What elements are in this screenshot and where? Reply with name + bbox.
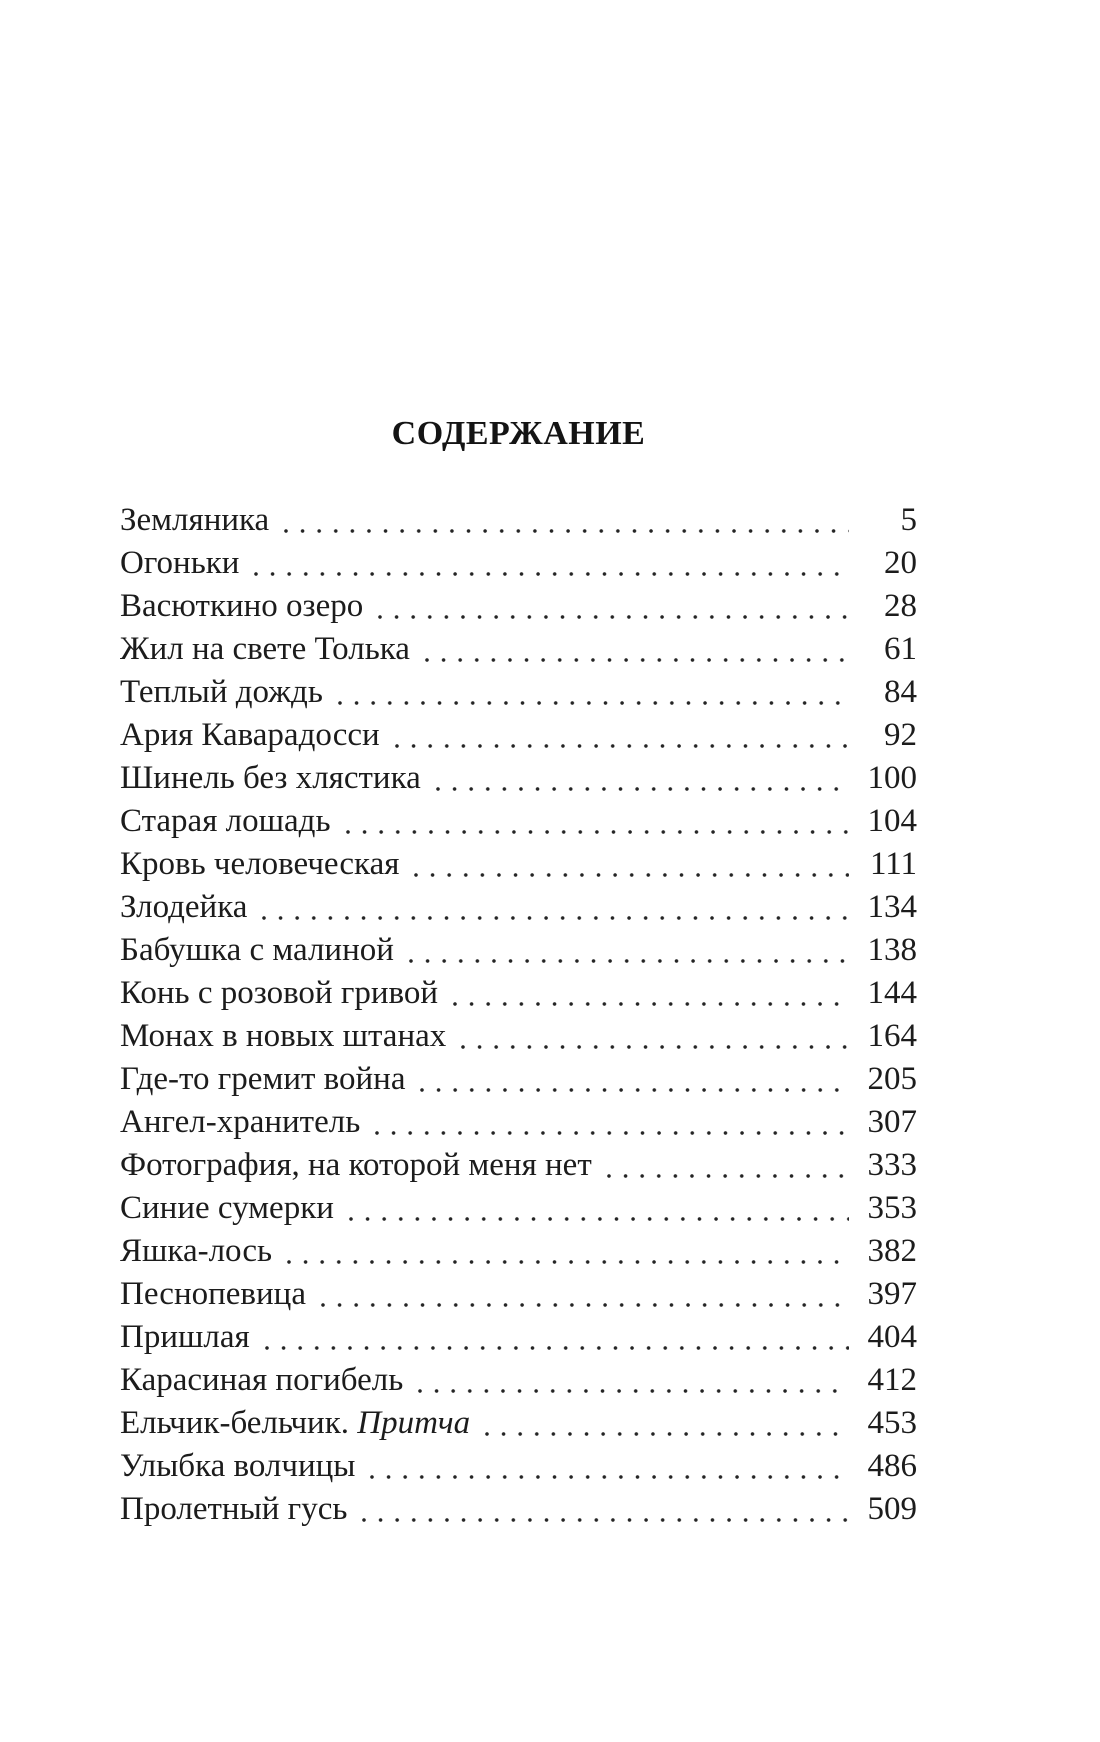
dot-leader <box>483 1402 849 1445</box>
dot-leader <box>451 972 849 1015</box>
toc-entry-page: 382 <box>867 1233 917 1269</box>
toc-entry-page: 486 <box>867 1448 917 1484</box>
toc-entry-title: Монах в новых штанах <box>120 1018 447 1054</box>
toc-entry-title: Васюткино озеро <box>120 588 364 624</box>
dot-leader <box>459 1015 849 1058</box>
toc-entry-page: 353 <box>867 1190 917 1226</box>
toc-entry-title: Бабушка с малиной <box>120 932 394 968</box>
dot-leader <box>434 757 849 800</box>
toc-entry <box>120 1273 917 1316</box>
toc-entry <box>120 886 917 929</box>
toc-entry-page: 205 <box>867 1061 917 1097</box>
toc-entry-page: 397 <box>867 1276 917 1312</box>
toc-entry <box>120 1144 917 1187</box>
page-title: СОДЕРЖАНИЕ <box>391 415 646 452</box>
dot-leader <box>260 886 849 929</box>
toc-entry <box>120 800 917 843</box>
toc-entry-title: Пролетный гусь <box>120 1491 348 1527</box>
toc-list <box>120 499 917 1531</box>
toc-entry <box>120 1230 917 1273</box>
dot-leader <box>368 1445 849 1488</box>
toc-entry <box>120 1359 917 1402</box>
toc-entry <box>120 1058 917 1101</box>
toc-entry-page: 138 <box>867 932 917 968</box>
toc-entry-title: Карасиная погибель <box>120 1362 404 1398</box>
toc-entry <box>120 1101 917 1144</box>
dot-leader <box>605 1144 849 1187</box>
toc-entry <box>120 714 917 757</box>
dot-leader <box>347 1187 849 1230</box>
toc-entry-page: 92 <box>884 717 917 753</box>
toc-entry <box>120 843 917 886</box>
toc-entry-title: Песнопевица <box>120 1276 306 1312</box>
toc-entry-page: 453 <box>867 1405 917 1441</box>
toc-entry-page: 100 <box>867 760 917 796</box>
toc-entry-page: 104 <box>867 803 917 839</box>
toc-entry-title: Яшка-лось <box>120 1233 273 1269</box>
toc-entry-page: 333 <box>867 1147 917 1183</box>
dot-leader <box>252 542 849 585</box>
dot-leader <box>412 843 849 886</box>
toc-entry-page: 134 <box>867 889 917 925</box>
toc-entry-title: Синие сумерки <box>120 1190 334 1226</box>
toc-entry <box>120 542 917 585</box>
toc-entry <box>120 1445 917 1488</box>
toc-entry-title: Огоньки <box>120 545 240 581</box>
toc-entry <box>120 1187 917 1230</box>
toc-entry-title: Пришлая <box>120 1319 250 1355</box>
toc-entry-title: Кровь человеческая <box>120 846 400 882</box>
dot-leader <box>393 714 849 757</box>
toc-entry-title: Где-то гремит война <box>120 1061 406 1097</box>
toc-entry-page: 5 <box>900 502 917 538</box>
toc-entry <box>120 972 917 1015</box>
toc-entry-page: 164 <box>867 1018 917 1054</box>
toc-entry <box>120 1316 917 1359</box>
dot-leader <box>407 929 849 972</box>
toc-content <box>120 414 917 1531</box>
toc-entry-title: Жил на свете Толька <box>120 631 410 667</box>
toc-entry <box>120 1015 917 1058</box>
toc-entry-title: Шинель без хлястика <box>120 760 421 796</box>
toc-entry <box>120 671 917 714</box>
toc-entry <box>120 757 917 800</box>
toc-entry-page: 84 <box>884 674 917 710</box>
dot-leader <box>416 1359 849 1402</box>
toc-entry-page: 61 <box>884 631 917 667</box>
toc-entry <box>120 1488 917 1531</box>
toc-entry-page: 20 <box>884 545 917 581</box>
toc-entry-page: 111 <box>869 846 917 882</box>
toc-entry-page: 307 <box>867 1104 917 1140</box>
toc-entry-page: 28 <box>884 588 917 624</box>
toc-entry-title: Старая лошадь <box>120 803 331 839</box>
toc-entry-title: Теплый дождь <box>120 674 323 710</box>
toc-entry-title: Злодейка <box>120 889 248 925</box>
toc-entry-title: Ельчик-бельчик. Притча <box>120 1405 471 1441</box>
toc-entry-title: Конь с розовой гривой <box>120 975 439 1011</box>
toc-entry-title: Фотография, на которой меня нет <box>120 1147 592 1183</box>
dot-leader <box>263 1316 849 1359</box>
toc-entry-page: 412 <box>867 1362 917 1398</box>
toc-entry-title: Ария Каварадосси <box>120 717 380 753</box>
dot-leader <box>423 628 849 671</box>
dot-leader <box>373 1101 849 1144</box>
toc-entry-title: Улыбка волчицы <box>120 1448 356 1484</box>
toc-entry <box>120 628 917 671</box>
toc-entry <box>120 929 917 972</box>
dot-leader <box>344 800 850 843</box>
dot-leader <box>360 1488 849 1531</box>
toc-entry-page: 144 <box>867 975 917 1011</box>
dot-leader <box>336 671 849 714</box>
dot-leader <box>282 499 849 542</box>
toc-entry-title: Ангел-хранитель <box>120 1104 361 1140</box>
dot-leader <box>285 1230 849 1273</box>
toc-entry <box>120 499 917 542</box>
dot-leader <box>418 1058 849 1101</box>
toc-entry-title: Земляника <box>120 502 270 538</box>
toc-entry <box>120 585 917 628</box>
dot-leader <box>319 1273 849 1316</box>
toc-entry <box>120 1402 917 1445</box>
toc-entry-page: 509 <box>867 1491 917 1527</box>
toc-entry-page: 404 <box>867 1319 917 1355</box>
dot-leader <box>376 585 849 628</box>
